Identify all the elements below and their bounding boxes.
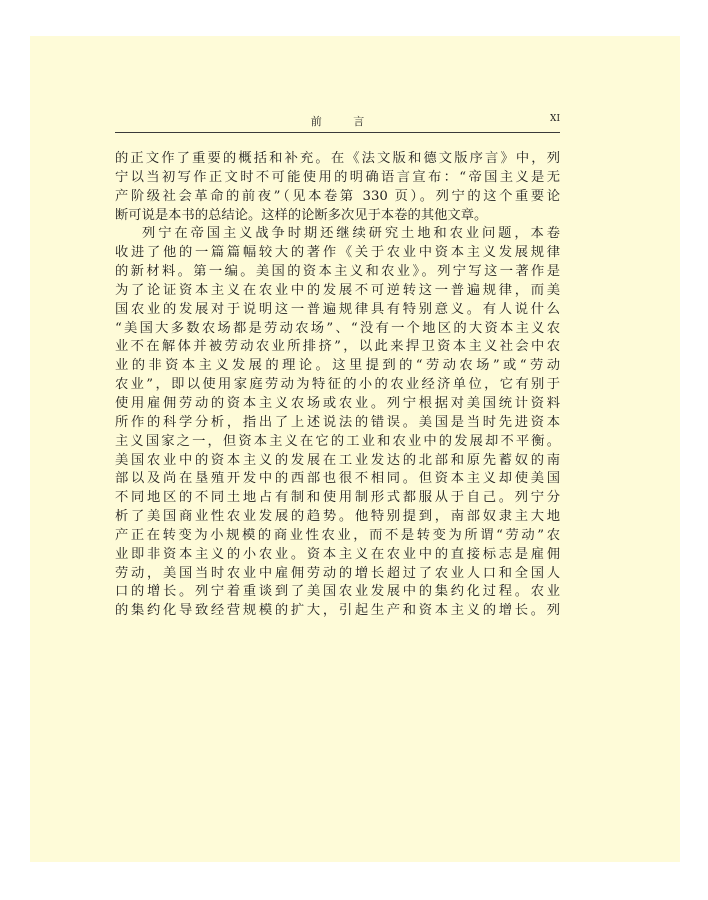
text-line: 不同地区的不同土地占有制和使用制形式都服从于自己。列宁分: [115, 490, 560, 506]
text-line: “美国大多数农场都是劳动农场”、“没有一个地区的大资本主义农: [115, 320, 560, 336]
text-line: 收进了他的一篇篇幅较大的著作《关于农业中资本主义发展规律: [115, 245, 560, 261]
text-line: 美国农业中的资本主义的发展在工业发达的北部和原先蓄奴的南: [115, 452, 560, 468]
text-line: 产正在转变为小规模的商业性农业，而不是转变为所谓“劳动”农: [115, 527, 560, 543]
text-line: 业不在解体并被劳动农业所排挤”，以此来捍卫资本主义社会中农: [115, 339, 560, 355]
text-line: 主义国家之一，但资本主义在它的工业和农业中的发展却不平衡。: [115, 433, 560, 449]
text-line: 业即非资本主义的小农业。资本主义在农业中的直接标志是雇佣: [115, 546, 560, 562]
text-line: 列宁在帝国主义战争时期还继续研究土地和农业问题，本卷: [142, 226, 560, 242]
text-line: 劳动，美国当时农业中雇佣劳动的增长超过了农业人口和全国人: [115, 565, 560, 581]
text-line: 部以及尚在垦殖开发中的西部也很不相同。但资本主义却使美国: [115, 471, 560, 487]
running-header: [115, 112, 560, 133]
body-text: [115, 150, 560, 621]
text-line: 为了论证资本主义在农业中的发展不可逆转这一普遍规律，而美: [115, 282, 560, 298]
text-line: 的正文作了重要的概括和补充。在《法文版和德文版序言》中，列: [115, 151, 560, 166]
chapter-title: 前 言: [310, 115, 379, 128]
text-line: 口的增长。列宁着重谈到了美国农业发展中的集约化过程。农业: [115, 584, 560, 600]
text-line: 产阶级社会革命的前夜”（见本卷第 330 页）。列宁的这个重要论: [115, 188, 560, 204]
text-line: 农业”，即以使用家庭劳动为特征的小的农业经济单位，它有别于: [115, 377, 560, 393]
text-line: 宁以当初写作正文时不可能使用的明确语言宣布：“帝国主义是无: [115, 169, 560, 185]
text-line: 所作的科学分析，指出了上述说法的错误。美国是当时先进资本: [115, 414, 560, 430]
text-line: 国农业的发展对于说明这一普遍规律具有特别意义。有人说什么: [115, 301, 560, 317]
text-line: 的集约化导致经营规模的扩大，引起生产和资本主义的增长。列: [115, 603, 560, 619]
text-line: 断可说是本书的总结论。这样的论断多次见于本卷的其他文章。: [115, 207, 488, 223]
text-line: 业的非资本主义发展的理论。这里提到的“劳动农场”或“劳动: [115, 358, 560, 374]
text-line: 析了美国商业性农业发展的趋势。他特别提到，南部奴隶主大地: [115, 509, 560, 525]
text-line: 使用雇佣劳动的资本主义农场或农业。列宁根据对美国统计资料: [115, 395, 560, 411]
page-number: XI: [550, 114, 560, 124]
text-line: 的新材料。第一编。美国的资本主义和农业》。列宁写这一著作是: [115, 264, 560, 280]
